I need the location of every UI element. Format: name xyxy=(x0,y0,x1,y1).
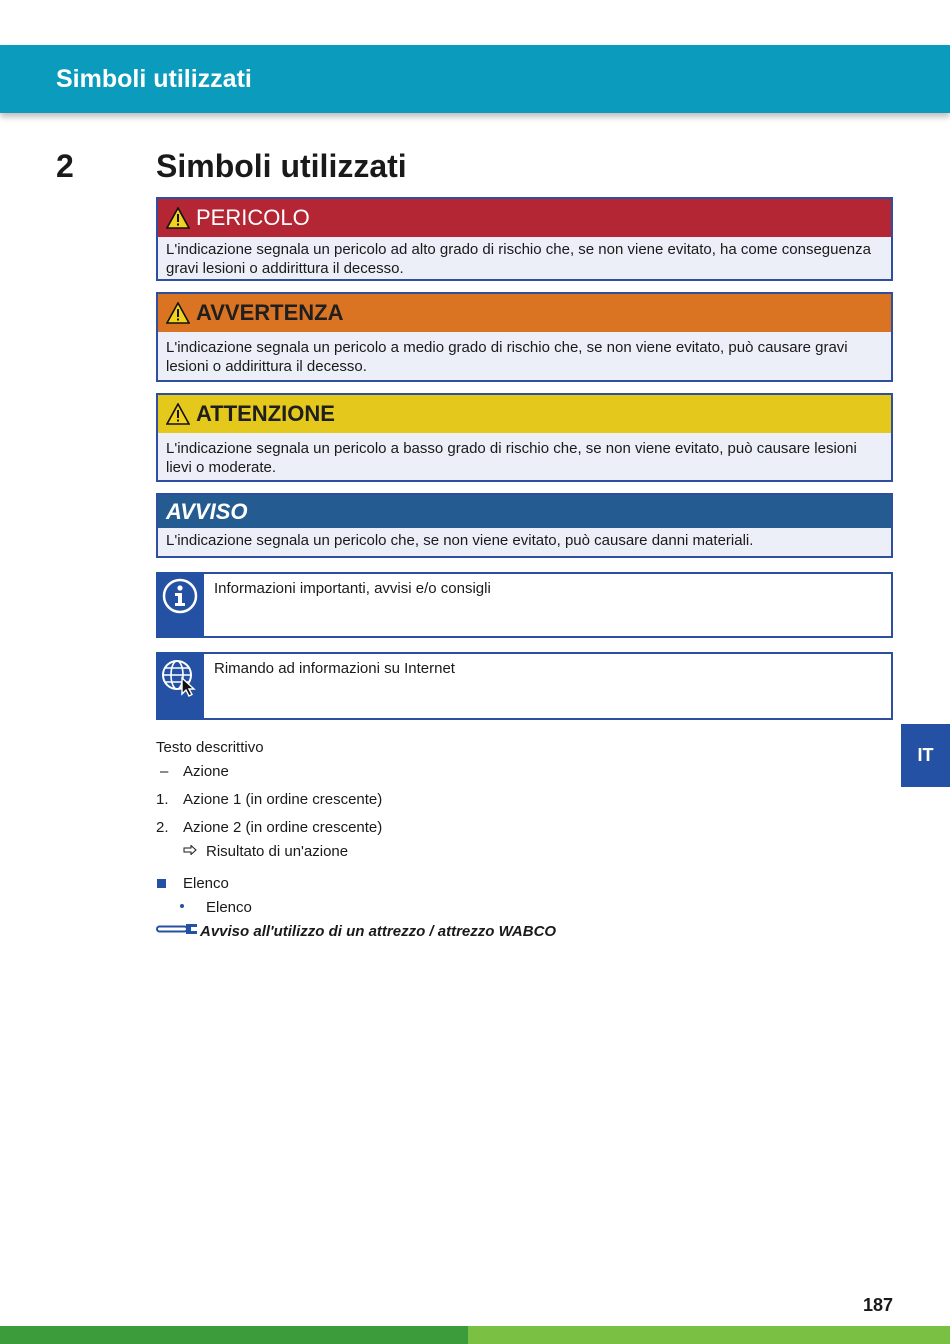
info-text: Informazioni importanti, avvisi e/o consigli xyxy=(214,580,491,597)
chapter-number: 2 xyxy=(56,148,74,184)
footer-bar-dark xyxy=(0,1326,468,1344)
action-text: Azione xyxy=(183,763,229,780)
info-icon xyxy=(162,578,198,614)
info-box xyxy=(156,572,893,638)
chapter-title: Simboli utilizzati xyxy=(156,148,407,184)
avviso-label: AVVISO xyxy=(166,498,248,524)
pericolo-text: L'indicazione segnala un pericolo ad alto grado di rischio che, se non viene evitato, ha come conseguenza gravi lesioni o addirittura il decesso. xyxy=(166,241,871,277)
pericolo-header xyxy=(158,199,891,237)
square-bullet-icon xyxy=(157,879,166,888)
avviso-box xyxy=(156,493,893,558)
internet-text: Rimando ad informazioni su Internet xyxy=(214,660,455,677)
tool-notice-text: Avviso all'utilizzo di un attrezzo / attrezzo WABCO xyxy=(200,923,557,940)
wrench-icon xyxy=(156,923,198,935)
dot-bullet-icon xyxy=(180,904,184,908)
step1-text: Azione 1 (in ordine crescente) xyxy=(183,791,383,808)
warning-triangle-icon xyxy=(166,403,190,425)
step1-number: 1. xyxy=(156,791,169,808)
avvertenza-header xyxy=(158,294,891,332)
page-number: 187 xyxy=(862,1295,893,1315)
avvertenza-box xyxy=(156,292,893,382)
avviso-text: L'indicazione segnala un pericolo che, se non viene evitato, può causare danni materiali. xyxy=(166,532,754,549)
action-dash: – xyxy=(160,763,169,780)
warning-triangle-icon xyxy=(166,302,190,324)
step2-text: Azione 2 (in ordine crescente) xyxy=(183,819,383,836)
list-item-level1: Elenco xyxy=(183,875,229,892)
language-tab-label: IT xyxy=(917,745,934,765)
pericolo-box xyxy=(156,197,893,281)
internet-side xyxy=(156,652,204,720)
info-side xyxy=(156,572,204,638)
header-title: Simboli utilizzati xyxy=(56,65,252,93)
avviso-header xyxy=(158,495,891,528)
header-band xyxy=(0,45,950,113)
language-tab xyxy=(901,724,950,787)
avvertenza-text: L'indicazione segnala un pericolo a medio grado di rischio che, se non viene evitato, può causare gravi lesioni o addirittura il decesso. xyxy=(166,339,848,375)
attenzione-text: L'indicazione segnala un pericolo a basso grado di rischio che, se non viene evitato, può causare lesioni lievi o moderate. xyxy=(166,440,857,476)
list-item-level2: Elenco xyxy=(206,899,252,916)
warning-triangle-icon xyxy=(166,207,190,229)
step2-number: 2. xyxy=(156,819,169,836)
globe-cursor-icon xyxy=(160,658,200,698)
attenzione-box xyxy=(156,393,893,482)
avvertenza-label: AVVERTENZA xyxy=(196,300,344,325)
attenzione-header xyxy=(158,395,891,433)
descriptive-text: Testo descrittivo xyxy=(156,739,264,756)
attenzione-label: ATTENZIONE xyxy=(196,401,335,426)
result-text: Risultato di un'azione xyxy=(206,843,349,860)
internet-box xyxy=(156,652,893,720)
result-arrow-icon xyxy=(183,845,197,855)
pericolo-label: PERICOLO xyxy=(196,205,310,230)
footer-bar-light xyxy=(468,1326,950,1344)
